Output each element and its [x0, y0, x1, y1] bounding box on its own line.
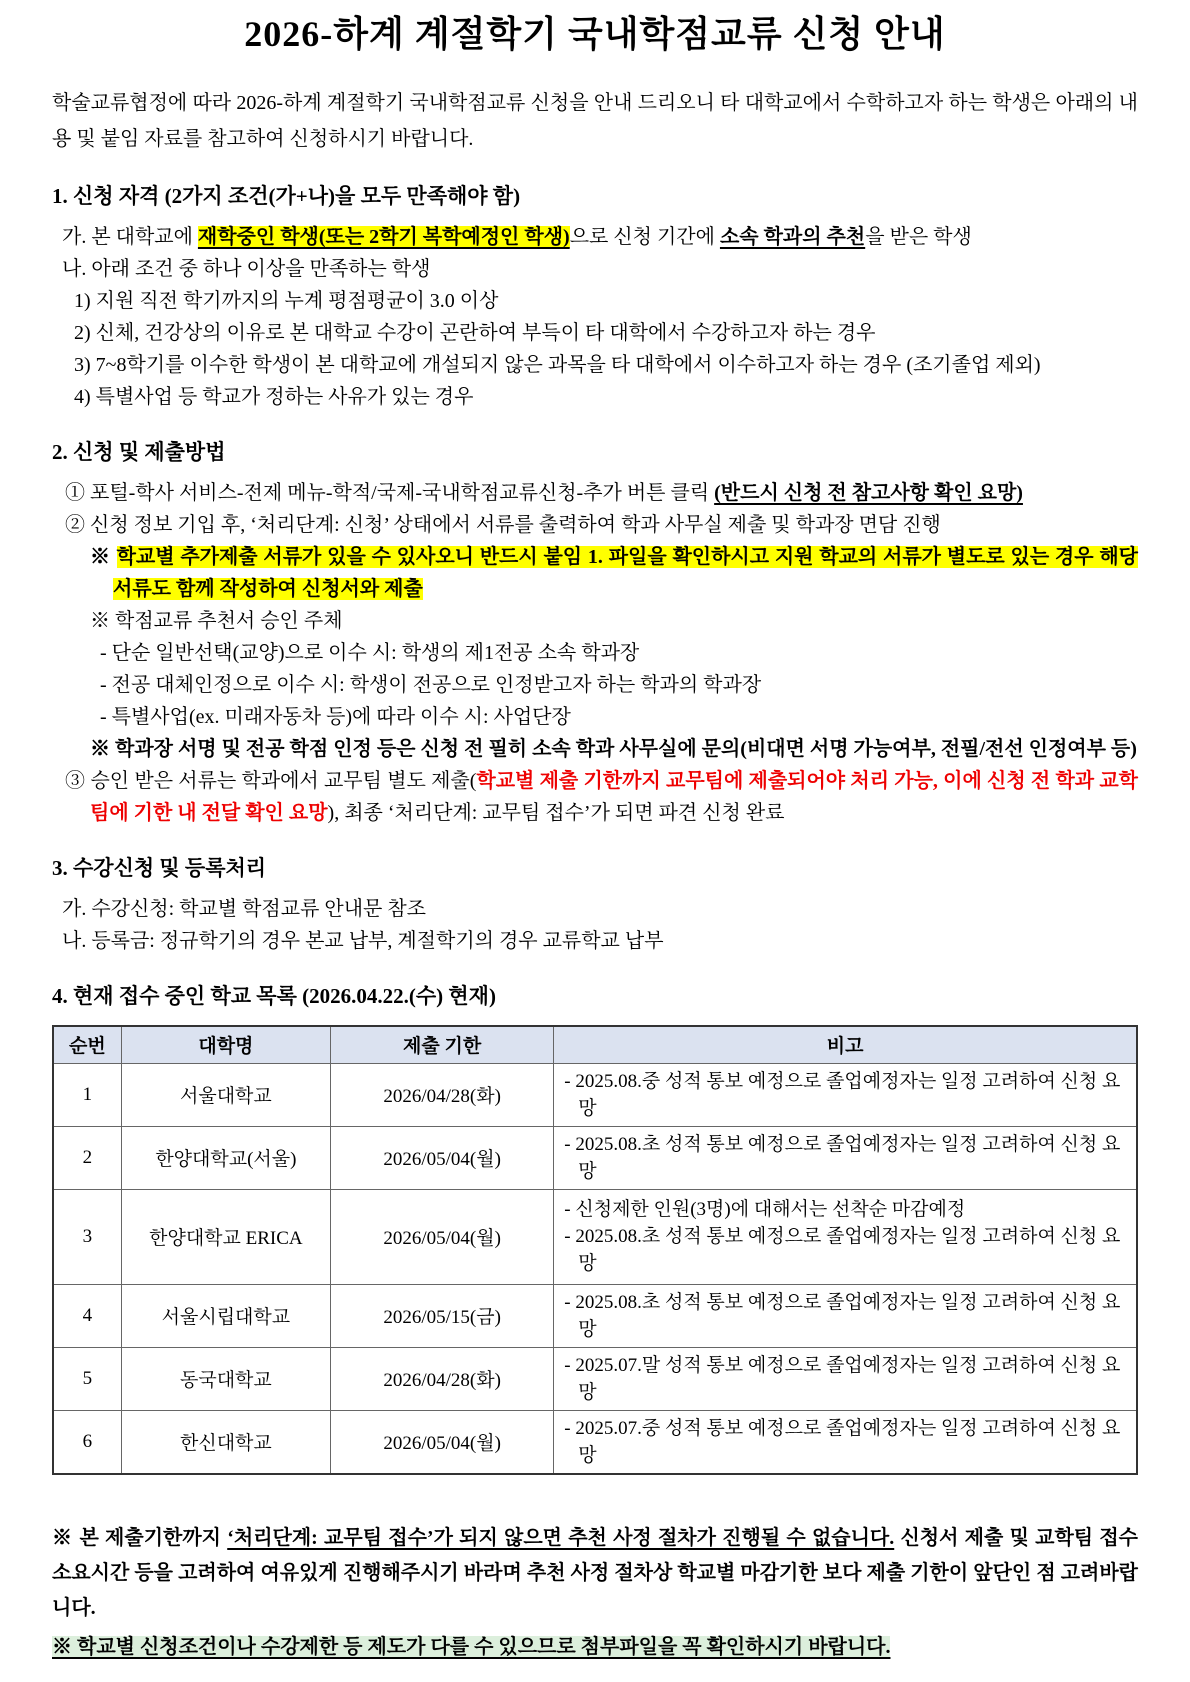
note-highlighted-text: 학교별 추가제출 서류가 있을 수 있사오니 반드시 붙임 1. 파일을 확인하시고 지원 학교의 서류가 별도로 있는 경우 해당 서류도 함께 작성하여 신청서와 제출: [113, 546, 1138, 601]
cell-no: 1: [53, 1063, 121, 1126]
section-1-heading: 1. 신청 자격 (2가지 조건(가+나)을 모두 만족해야 함): [52, 183, 521, 208]
cell-remarks: [554, 1410, 1137, 1474]
cell-university: 한신대학교: [121, 1410, 330, 1474]
step-3-prefix: ③ 승인 받은 서류는 학과에서 교무팀 별도 제출(: [65, 770, 477, 793]
item-ga-underlined-text: 소속 학과의 추천: [719, 225, 866, 248]
cell-university: 한양대학교 ERICA: [121, 1189, 330, 1284]
step-1-emphasis: (반드시 신청 전 참고사항 확인 요망): [714, 482, 1023, 505]
cell-deadline: 2026/05/04(월): [330, 1410, 553, 1474]
remark-line: - 2025.08.초 성적 통보 예정으로 졸업예정자는 일정 고려하여 신청 요망: [564, 1291, 1121, 1340]
table-row: [53, 1410, 1137, 1474]
eligibility-item-na: 나. 아래 조건 중 하나 이상을 만족하는 학생: [62, 257, 431, 280]
intro-paragraph: 학술교류협정에 따라 2026-하계 계절학기 국내학점교류 신청을 안내 드리오니 타 대학교에서 수학하고자 하는 학생은 아래의 내용 및 붙임 자료를 참고하여 신청하시기 바랍니다.: [52, 91, 1138, 150]
apply-step-1: [52, 477, 1138, 509]
note-marker: ※: [90, 546, 117, 569]
cell-university: 동국대학교: [121, 1347, 330, 1410]
item-ga-highlighted-text: 재학중인 학생(또는 2학기 복학예정인 학생): [197, 225, 570, 248]
apply-step-3: [52, 765, 1138, 829]
item-ga-suffix: 을 받은 학생: [865, 225, 972, 248]
cell-university: 서울시립대학교: [121, 1284, 330, 1347]
cell-no: 5: [53, 1347, 121, 1410]
remark-line: - 신청제한 인원(3명)에 대해서는 선착순 마감예정: [564, 1199, 966, 1221]
footer-note-conditions: [52, 1630, 1138, 1665]
eligibility-subitem-3: 3) 7~8학기를 이수한 학생이 본 대학교에 개설되지 않은 과목을 타 대학에서 이수하고자 하는 경우 (조기졸업 제외): [74, 353, 1041, 376]
tuition-item: 나. 등록금: 정규학기의 경우 본교 납부, 계절학기의 경우 교류학교 납부: [62, 930, 664, 953]
header-university: 대학명: [121, 1026, 330, 1064]
eligibility-subitem-1: 1) 지원 직전 학기까지의 누계 평점평균이 3.0 이상: [74, 289, 499, 312]
footer-green-highlighted-text: ※ 학교별 신청조건이나 수강제한 등 제도가 다를 수 있으므로 첨부파일을 꼭 확인하시기 바랍니다.: [52, 1635, 891, 1658]
cell-deadline: 2026/05/15(금): [330, 1284, 553, 1347]
cell-deadline: 2026/05/04(월): [330, 1126, 553, 1189]
remark-line: - 2025.08.초 성적 통보 예정으로 졸업예정자는 일정 고려하여 신청 요망: [564, 1226, 1121, 1275]
cell-deadline: 2026/04/28(화): [330, 1347, 553, 1410]
cell-remarks: [554, 1189, 1137, 1284]
section-4-heading: 4. 현재 접수 중인 학교 목록 (2026.04.22.(수) 현재): [52, 984, 496, 1009]
approval-item-1: - 단순 일반선택(교양)으로 이수 시: 학생의 제1전공 소속 학과장: [100, 642, 640, 665]
cell-remarks: [554, 1063, 1137, 1126]
header-remarks: 비고: [554, 1026, 1137, 1064]
cell-remarks: [554, 1347, 1137, 1410]
cell-no: 3: [53, 1189, 121, 1284]
document-title: 2026-하계 계절학기 국내학점교류 신청 안내: [244, 14, 946, 54]
table-row: [53, 1284, 1137, 1347]
remark-line: - 2025.07.말 성적 통보 예정으로 졸업예정자는 일정 고려하여 신청 요망: [564, 1354, 1121, 1403]
note-signature-inquiry: ※ 학과장 서명 및 전공 학점 인정 등은 신청 전 필히 소속 학과 사무실에 문의(비대면 서명 가능여부, 전필/전선 인정여부 등): [90, 738, 1137, 761]
step-3-red-warning: 학교별 제출 기한까지 교무팀에 제출되어야 처리 가능, 이에 신청 전 학과 교학팀에 기한 내 전달 확인 요망: [90, 770, 1139, 825]
remark-line: - 2025.07.중 성적 통보 예정으로 졸업예정자는 일정 고려하여 신청 요망: [564, 1417, 1121, 1466]
section-2-heading: 2. 신청 및 제출방법: [52, 439, 226, 464]
table-row: [53, 1347, 1137, 1410]
approval-item-2: - 전공 대체인정으로 이수 시: 학생이 전공으로 인정받고자 하는 학과의 학과장: [100, 674, 762, 697]
cell-remarks: [554, 1284, 1137, 1347]
table-row: [53, 1126, 1137, 1189]
remark-line: - 2025.08.초 성적 통보 예정으로 졸업예정자는 일정 고려하여 신청 요망: [564, 1133, 1121, 1182]
step-3-suffix: ), 최종 ‘처리단계: 교무팀 접수’가 되면 파견 신청 완료: [327, 802, 785, 825]
cell-university: 한양대학교(서울): [121, 1126, 330, 1189]
footer-note-deadline: [52, 1521, 1138, 1626]
note-additional-documents: [52, 541, 1138, 605]
note-approval-subject: ※ 학점교류 추천서 승인 주체: [90, 610, 343, 633]
course-registration-item: 가. 수강신청: 학교별 학점교류 안내문 참조: [62, 898, 426, 921]
eligibility-subitem-4: 4) 특별사업 등 학교가 정하는 사유가 있는 경우: [74, 385, 474, 408]
section-3-heading: 3. 수강신청 및 등록처리: [52, 856, 267, 881]
cell-remarks: [554, 1126, 1137, 1189]
cell-university: 서울대학교: [121, 1063, 330, 1126]
footer-note-suffix: 신청서 제출 및 교학팀 접수 소요시간 등을 고려하여 여유있게 진행해주시기 바라며 추천 사정 절차상 학교별 마감기한 보다 제출 기한이 앞단인 점 고려바랍니다.: [52, 1526, 1138, 1619]
footer-note-prefix: ※ 본 제출기한까지: [52, 1526, 228, 1549]
item-ga-prefix: 가. 본 대학교에: [62, 225, 198, 248]
cell-deadline: 2026/04/28(화): [330, 1063, 553, 1126]
eligibility-subitem-2: 2) 신체, 건강상의 이유로 본 대학교 수강이 곤란하여 부득이 타 대학에서 수강하고자 하는 경우: [74, 321, 876, 344]
approval-item-3: - 특별사업(ex. 미래자동차 등)에 따라 이수 시: 사업단장: [100, 706, 571, 729]
cell-no: 2: [53, 1126, 121, 1189]
cell-no: 4: [53, 1284, 121, 1347]
table-row: [53, 1189, 1137, 1284]
step-1-text: ① 포털-학사 서비스-전제 메뉴-학적/국제-국내학점교류신청-추가 버튼 클릭: [65, 482, 715, 505]
cell-no: 6: [53, 1410, 121, 1474]
table-row: [53, 1063, 1137, 1126]
eligibility-item-ga: [52, 221, 1138, 253]
item-ga-middle: 으로 신청 기간에: [569, 225, 720, 248]
header-deadline: 제출 기한: [330, 1026, 553, 1064]
apply-step-2: ② 신청 정보 기입 후, ‘처리단계: 신청’ 상태에서 서류를 출력하여 학과 사무실 제출 및 학과장 면담 진행: [65, 514, 941, 537]
school-list-table: [52, 1025, 1138, 1475]
table-header-row: [53, 1026, 1137, 1064]
remark-line: - 2025.08.중 성적 통보 예정으로 졸업예정자는 일정 고려하여 신청 요망: [564, 1070, 1121, 1119]
cell-deadline: 2026/05/04(월): [330, 1189, 553, 1284]
header-no: 순번: [53, 1026, 121, 1064]
footer-note-underlined: ‘처리단계: 교무팀 접수’가 되지 않으면 추천 사정 절차가 진행될 수 없습니다.: [227, 1526, 895, 1549]
